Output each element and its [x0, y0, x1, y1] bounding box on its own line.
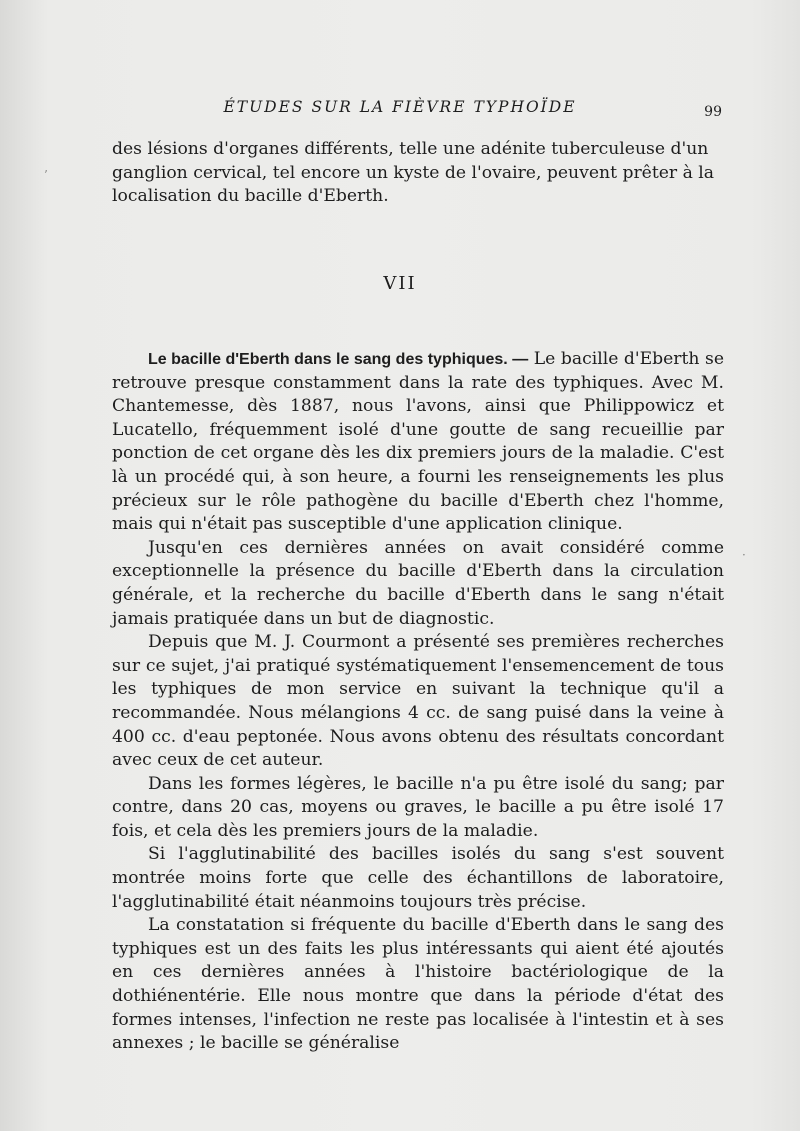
paragraph: La constatation si fréquente du bacille d'Eberth dans le sang des typhiques est un des faits les plus intéressants qui aient été ajoutés en ces dernières années à l'histoire bactériologique de la dothiénentérie. Elle nous montre que dans la période d'état des formes intenses, l'infection ne reste pas localisée à l'intestin et à ses annexes ; le bacille se généralise — [112, 915, 724, 1054]
section-numeral: VII — [383, 273, 417, 294]
continuation-paragraph — [112, 138, 724, 209]
paragraph-text: Le bacille d'Eberth se retrouve presque constamment dans la rate des typhiques. Avec M. Chantemesse, dès 1887, nous l'avons, ainsi que Philippowicz et Lucatello, fréquemment isolé d'une goutte de sang recueillie par ponction de cet organe dès les dix premiers jours de la maladie. C'est là un procédé qui, à son heure, a fourni les renseignements les plus précieux sur le rôle pathogène du bacille d'Eberth chez l'homme, mais qui n'était pas susceptible d'une application clinique. — [112, 349, 724, 535]
section-body — [112, 348, 724, 1056]
section-heading: Le bacille d'Eberth dans le sang des typhiques. — — [148, 351, 529, 368]
continuation-line: ganglion cervical, tel encore un kyste de l'ovaire, peuvent prêter à la — [112, 162, 715, 183]
paragraph: Depuis que M. J. Courmont a présenté ses premières recherches sur ce sujet, j'ai pratiqué systématiquement l'ensemencement de tous les typhiques de mon service en suivant la technique qu'il a recommandée. Nous mélangions 4 cc. de sang puisé dans la veine à 400 cc. d'eau peptonée. Nous avons obtenu des résultats concordant avec ceux de cet auteur. — [112, 632, 724, 771]
continuation-line: des lésions d'organes différents, telle une adénite tuberculeuse d'un — [112, 139, 709, 159]
paragraph: Jusqu'en ces dernières années on avait considéré comme exceptionnelle la présence du bacille d'Eberth dans la circulation générale, et la recherche du bacille d'Eberth dans le sang n'était jamais pratiquée dans un but de diagnostic. — [112, 537, 724, 629]
paragraph: Si l'agglutinabilité des bacilles isolés du sang s'est souvent montrée moins forte que celle des échantillons de laboratoire, l'agglutinabilité était néanmoins toujours très précise. — [112, 844, 724, 912]
margin-mark: · — [742, 548, 746, 562]
continuation-line: localisation du bacille d'Eberth. — [112, 186, 389, 207]
paragraph — [112, 348, 724, 537]
page-number: 99 — [704, 104, 722, 120]
paragraph: Dans les formes légères, le bacille n'a pu être isolé du sang; par contre, dans 20 cas, moyens ou graves, le bacille a pu être isolé 17 fois, et cela dès les premiers jours de la maladie. — [112, 773, 724, 841]
running-title: ÉTUDES SUR LA FIÈVRE TYPHOÏDE — [223, 98, 577, 116]
margin-mark: ’ — [44, 168, 48, 182]
